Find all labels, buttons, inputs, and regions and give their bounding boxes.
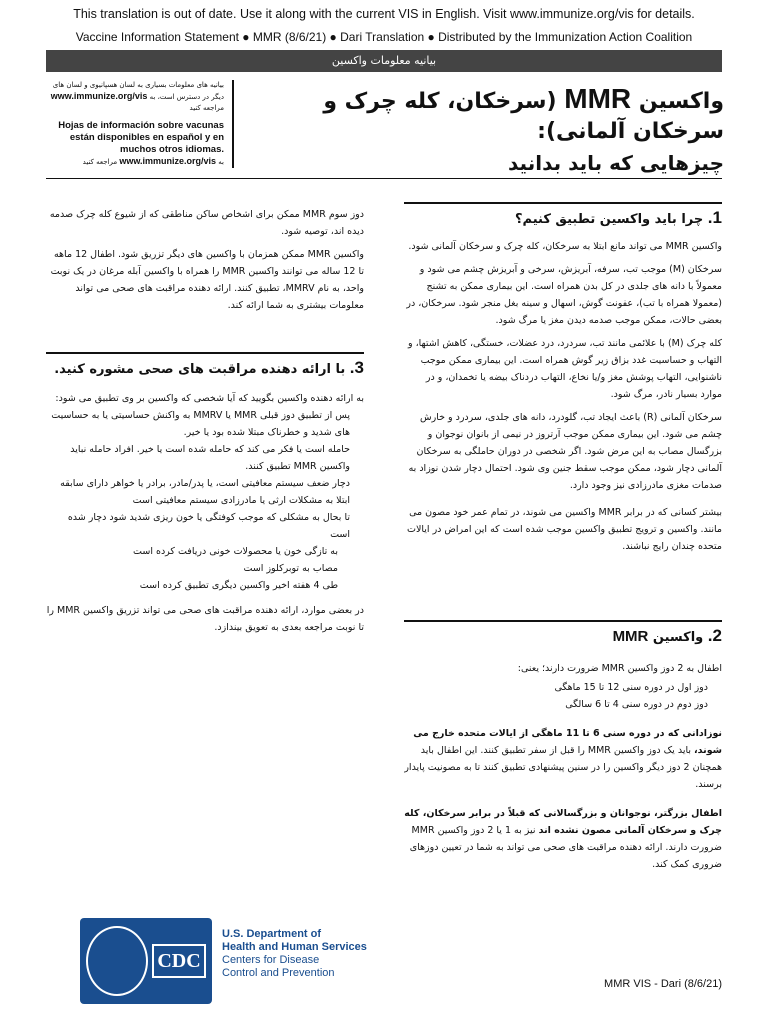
side-info-spanish-ref (46, 156, 224, 168)
s2-infant-bold: نوزادانی که در دوره سنی 6 تا 11 ماهگی از ایالات متحده خارج می شوند، (413, 728, 722, 756)
hhs-cdc-logo (80, 918, 212, 1004)
s2-combined: واکسین MMR ممکن همزمان با واکسین های دیگر تزریق شود. اطفال 12 ماهه تا 12 ساله می توانند واکسین MMR را همراه با واکسین آبله مرغان در یک نوبت واحد، به نام MMRV، تطبیق کنند. ارائه دهنده مراقبت های صحی می تواند معلومات بیشتری به شما ارائه کند. (50, 249, 364, 311)
title-prefix: واکسین (638, 89, 724, 114)
s2-body (404, 660, 722, 879)
s2-older (404, 805, 722, 873)
cdc-line-1: Centers for Disease (222, 954, 320, 966)
s2-continued (46, 206, 364, 320)
side-info-dari-text: بیانیه های معلومات بسیاری به لسان هسپانیوی و لسان های دیگر در دسترس است، به (52, 81, 224, 101)
s2-third-dose: دوز سوم MMR ممکن برای اشخاص ساکن مناطقی که از شیوع کله چرک صدمه دیده اند، توصیه شود. (49, 209, 364, 237)
s1-para-1: واکسین MMR می تواند مانع ابتلا به سرخکان، کله چرک و سرخکان آلمانی شود. (408, 241, 722, 252)
s2-older-bold: اطفال بزرگتر، نوجوانان و بزرگسالانی که قبلاً در برابر سرخکان، کله چرک و سرخکان آلمانی مصون نشده اند (404, 808, 722, 836)
s3-number: 3. (349, 358, 364, 377)
cdc-logo: CDC (152, 944, 206, 978)
s3-outro: در بعضی موارد، ارائه دهنده مراقبت های صحی می تواند تزریق واکسین MMR را تا نوبت مراجعه بعدی به تعویق بیندازد. (46, 605, 364, 633)
s2-dose-2: دوز دوم در دوره سنی 4 تا 6 سالگی (565, 699, 708, 710)
header-band: بیانیه معلومات واکسین (46, 50, 722, 72)
s2-older-text: نیز به 1 یا 2 دوز واکسین MMR ضرورت دارند. ارائه دهنده مراقبت های صحی می تواند به شما در تعیین دوزهای ضروری کمک کند. (409, 825, 722, 870)
hhs-line-2: Health and Human Services (222, 941, 367, 953)
hhs-text (222, 928, 367, 980)
s1-heading (404, 208, 722, 228)
s3-intro: به ارائه دهنده واکسین بگویید که آیا شخصی که واکسین بر وی تطبیق می شود: (55, 393, 364, 404)
side-info-url[interactable]: www.immunize.org/vis (50, 91, 148, 101)
title-rule (46, 178, 722, 179)
side-info-url-2[interactable]: www.immunize.org/vis (119, 156, 217, 166)
s3-heading-text: با ارائه دهنده مراقبت های صحی مشوره کنید. (54, 362, 346, 377)
s3-item-2: حامله است یا فکر می کند که حامله شده است یا خیر. افراد حامله نباید واکسین MMR تطبیق کنند. (70, 444, 350, 472)
s2-dose-1: دوز اول در دوره سنی 12 تا 15 ماهگی (554, 682, 708, 693)
side-info (46, 80, 224, 168)
s1-body (404, 238, 722, 561)
title-line-1 (244, 84, 724, 147)
s2-infant-text: باید یک دوز واکسین MMR را قبل از سفر تطبیق کنند. این اطفال باید همچنان 2 دوز دیگر واکسین را در سنین پیشنهادی تطبیق کنند تا به مصونیت پایدار برسند. (404, 745, 722, 790)
cdc-line-2: Control and Prevention (222, 967, 335, 979)
document-id: MMR VIS - Dari (8/6/21) (604, 978, 722, 990)
title-divider (232, 80, 234, 168)
s1-number: 1. (707, 208, 722, 227)
page-title (244, 84, 724, 179)
s1-heading-text: چرا باید واکسین تطبیق کنیم؟ (514, 212, 704, 227)
s1-para-3: کله چرک (M) با علائمی مانند تب، سردرد، درد عضلات، خستگی، کاهش اشتها، و التهاب و حساسیت غدد بزاق زیر گوش همراه است. این بیماری ممکن موجب ناشنوایی، التهاب پوشش مغز و/یا نخاع، التهاب دردناک بیضه یا تخمدان، و در موارد بسیار نادر، مرگ شود. (407, 338, 722, 400)
side-info-ref-end: مراجعه کنید (82, 158, 118, 166)
s2-infant (404, 725, 722, 793)
s2-number: 2. (707, 626, 722, 645)
s3-item-3: دچار ضعف سیستم معافیتی است، یا پدر/مادر، برادر یا خواهر دارای سابقه ابتلا به مشکلات ارثی یا مادرزادی سیستم معافیتی است (60, 478, 350, 506)
s3-rule (46, 352, 364, 354)
title-line-2: چیزهایی که باید بدانید (507, 151, 724, 175)
s1-para-5: بیشتر کسانی که در برابر MMR واکسین می شوند، در تمام عمر خود مصون می مانند. واکسین و ترویج تطبیق واکسین موجب شده است که این امراض در ایالات متحده چندان رایج نباشند. (407, 507, 722, 552)
s1-para-4: سرخکان آلمانی (R) باعث ایجاد تب، گلودرد، دانه های جلدی، سردرد و خارش چشم می شود. این بیماری ممکن موجب آرتروز در نیمی از بانوان نوجوان و بزرگسال مصاب به این مرض شود. اگر شخصی در دوران حاملگی به سرخکان آلمانی دچار شود، ممکن موجب سقط جنین وی شود. احتمال دچار شدن نوزاد به صدمات مغزی مادرزادی نیز وجود دارد. (408, 412, 722, 491)
s3-body (46, 390, 364, 642)
s1-rule (404, 202, 722, 204)
side-info-dari (46, 80, 224, 114)
s2-intro: اطفال به 2 دوز واکسین MMR ضرورت دارند؛ یعنی: (517, 663, 722, 674)
title-mmr: MMR (564, 83, 632, 114)
s2-rule (404, 620, 722, 622)
hhs-eagle-icon (86, 926, 148, 996)
s3-item-4: تا بحال به مشکلی که موجب کوفتگی یا خون ریزی شدید شود دچار شده است (67, 512, 350, 540)
s3-item-5: به تازگی خون یا محصولات خونی دریافت کرده است (133, 546, 338, 557)
side-info-spanish: Hojas de información sobre vacunas están disponibles en español y en muchos otros idiomas. (58, 120, 224, 155)
side-info-ref-word: به (218, 158, 224, 166)
s2-heading-text: واکسین (652, 630, 704, 645)
s3-heading (46, 358, 364, 378)
s2-heading (404, 626, 722, 646)
side-info-dari-end: مراجعه کنید (189, 104, 224, 112)
translation-notice: This translation is out of date. Use it along with the current VIS in English. Visit www.immunize.org/vis for details. (73, 7, 695, 21)
s3-item-6: مصاب به توبرکلوز است (243, 563, 338, 574)
s3-item-7: طی 4 هفته اخیر واکسین دیگری تطبیق کرده است (139, 580, 338, 591)
s3-item-1: پس از تطبیق دوز قبلی MMR یا MMRV به واکنش حساسیتی یا به حساسیت های شدید و خطرناک مبتلا شده بود یا خیر. (51, 410, 350, 438)
vis-info-line: Vaccine Information Statement ● MMR (8/6/21) ● Dari Translation ● Distributed by the Immunization Action Coalition (75, 30, 693, 44)
hhs-line-1: U.S. Department of (222, 928, 322, 940)
title-suffix: (سرخکان، کله چرک و سرخکان آلمانی): (323, 89, 724, 144)
s2-heading-mmr: MMR (612, 628, 649, 645)
s1-para-2: سرخکان (M) موجب تب، سرفه، آبریزش، سرخی و آبریزش چشم می شود و معمولاً با دانه های جلدی در کل بدن همراه است. این بیماری ممکن به تشنج (معمولا همراه با تب)، عفونت گوش، اسهال و سینه بغل منجر شود. سرخکان، در بعضی حالات، ممکن موجب صدمه دیدن مغز یا مرگ شود. (406, 264, 722, 326)
